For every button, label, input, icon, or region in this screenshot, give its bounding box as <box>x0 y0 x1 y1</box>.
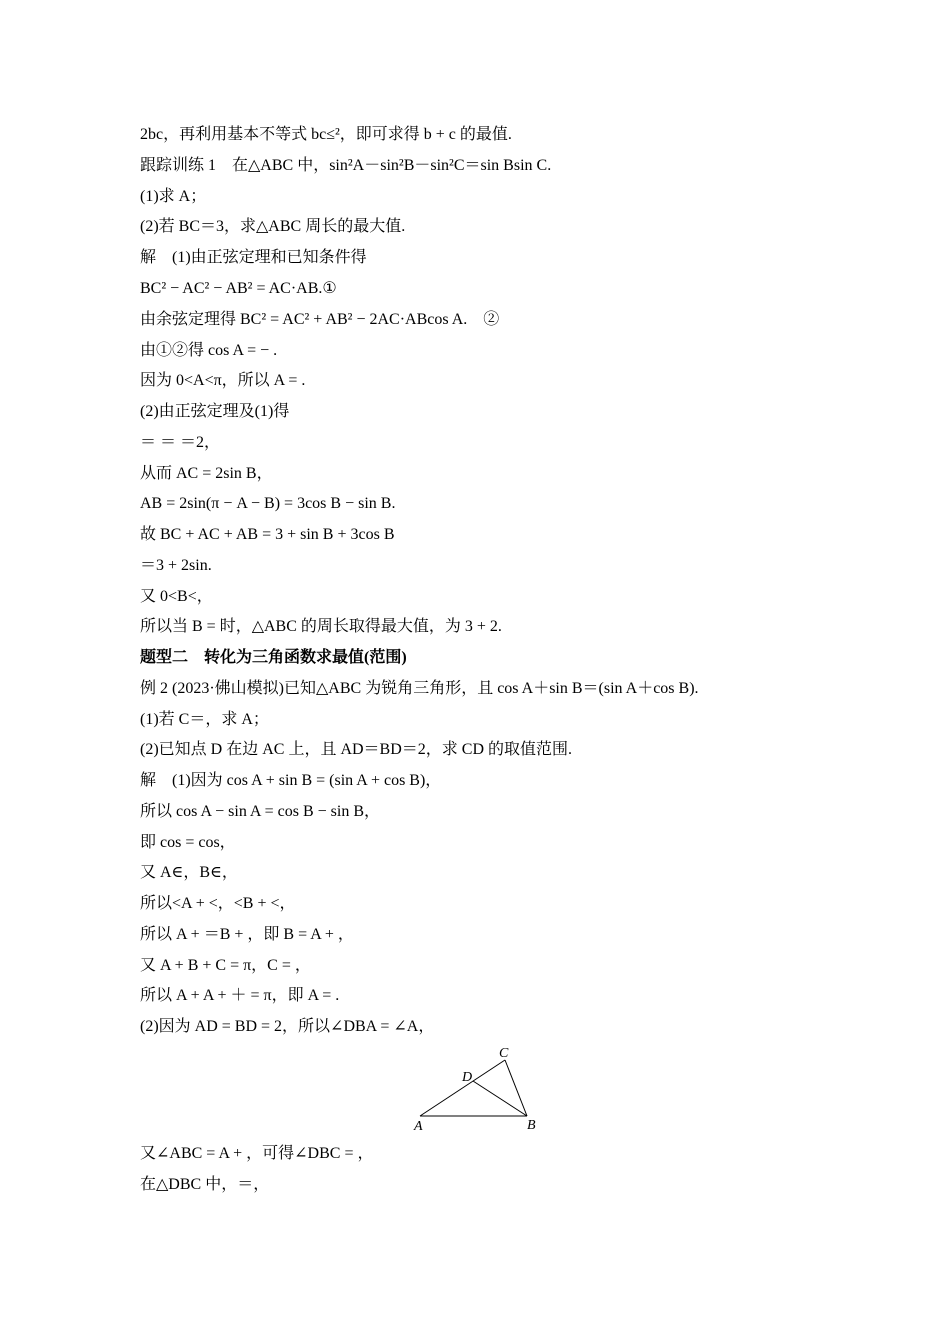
text-line: ＝3 + 2sin. <box>140 557 212 574</box>
text-line: (2)因为 AD = BD = 2，所以∠DBA = ∠A， <box>140 1018 435 1035</box>
text-line: 所以 A + ＝B + ，即 B = A + ， <box>140 926 354 943</box>
text-line: 由①②得 cos A = − . <box>140 342 278 359</box>
text-line: (1)求 A； <box>140 188 207 205</box>
text-line: 跟踪训练 1 在△ABC 中，sin²A－sin²B－sin²C＝sin Bsin C. <box>140 157 552 174</box>
text-line: 所以<A + <，<B + <， <box>140 895 296 912</box>
text-line: 从而 AC = 2sin B， <box>140 465 273 482</box>
segment-cb <box>505 1060 527 1116</box>
text-line: 又 A∈，B∈， <box>140 864 238 881</box>
label-a: A <box>414 1119 423 1134</box>
label-c: C <box>499 1046 509 1061</box>
text-line: AB = 2sin(π − A − B) = 3cos B − sin B. <box>140 495 396 512</box>
text-line: 2bc，再利用基本不等式 bc≤²，即可求得 b + c 的最值. <box>140 126 512 143</box>
text-line: (2)若 BC＝3，求△ABC 周长的最大值. <box>140 218 406 235</box>
text-line: (2)由正弦定理及(1)得 <box>140 403 290 420</box>
label-b: B <box>527 1118 536 1133</box>
text-line: 所以 A + A + ＋ = π，即 A = . <box>140 987 340 1004</box>
text-line: 所以当 B = 时，△ABC 的周长取得最大值，为 3 + 2. <box>140 618 502 635</box>
text-line: (2)已知点 D 在边 AC 上，且 AD＝BD＝2，求 CD 的取值范围. <box>140 741 573 758</box>
text-line: 又 0<B<， <box>140 588 213 605</box>
text-line: 解 (1)由正弦定理和已知条件得 <box>140 249 367 266</box>
text-line: BC² − AC² − AB² = AC·AB.① <box>140 280 337 297</box>
label-d: D <box>462 1070 473 1085</box>
text-line: ＝ ＝ ＝2， <box>140 434 221 451</box>
text-line: 又 A + B + C = π，C = ， <box>140 957 311 974</box>
text-line: (1)若 C＝，求 A； <box>140 711 269 728</box>
text-line: 即 cos = cos， <box>140 834 236 851</box>
text-line: 由余弦定理得 BC² = AC² + AB² − 2AC·ABcos A. ② <box>140 311 500 328</box>
text-line: 故 BC + AC + AB = 3 + sin B + 3cos B <box>140 526 395 543</box>
text-line: 解 (1)因为 cos A + sin B = (sin A + cos B)， <box>140 772 442 789</box>
text-line: 又∠ABC = A + ，可得∠DBC = ， <box>140 1145 374 1162</box>
text-line: 在△DBC 中，＝， <box>140 1176 270 1193</box>
text-line: 因为 0<A<π，所以 A = . <box>140 372 306 389</box>
segment-db <box>473 1081 527 1116</box>
triangle-figure <box>405 1040 555 1136</box>
text-line: 例 2 (2023·佛山模拟)已知△ABC 为锐角三角形，且 cos A＋sin B＝(sin A＋cos B). <box>140 680 699 697</box>
section-heading: 题型二 转化为三角函数求最值(范围) <box>140 649 407 666</box>
text-line: 所以 cos A − sin A = cos B − sin B， <box>140 803 380 820</box>
segment-ac <box>420 1060 505 1116</box>
